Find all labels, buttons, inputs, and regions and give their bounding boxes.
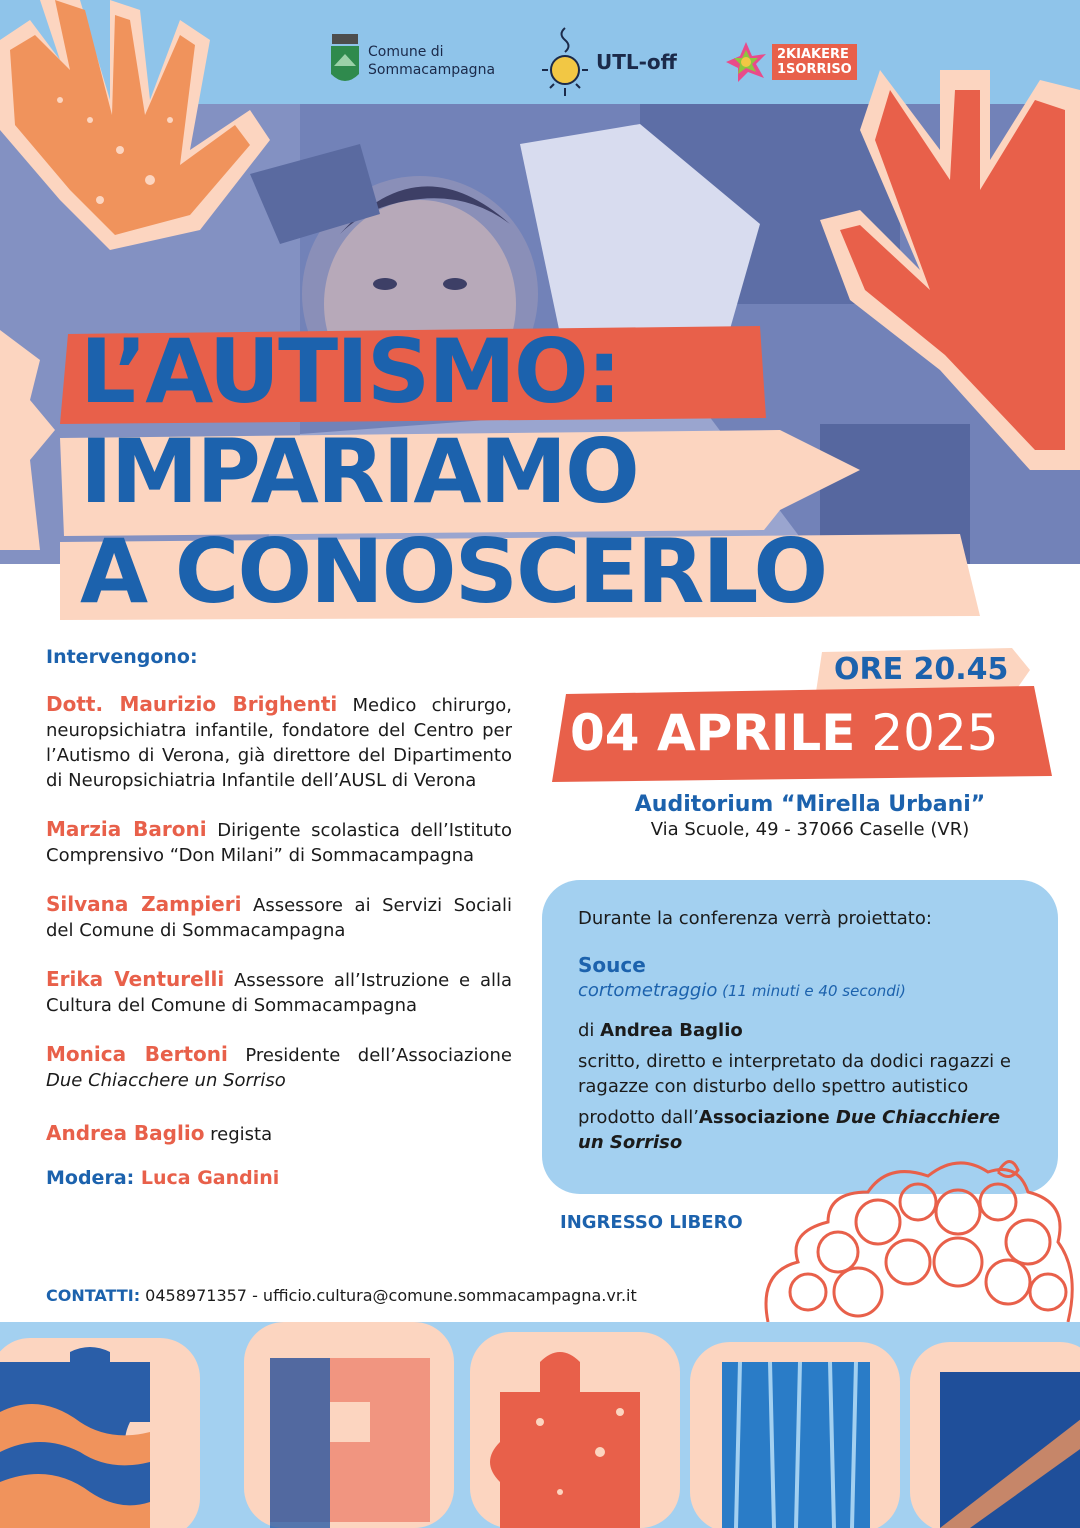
- contacts: [46, 1286, 637, 1305]
- title-line-2: IMPARIAMO: [80, 420, 638, 523]
- puzzle-piece-4-icon: [690, 1342, 900, 1528]
- lightbulb-icon: [538, 24, 592, 100]
- film-producer: [578, 1105, 1022, 1155]
- film-type: cortometraggio: [578, 980, 718, 1001]
- event-date-day-month: 04 APRILE: [570, 704, 856, 762]
- speaker-role: regista: [204, 1124, 273, 1145]
- speaker-role: Presidente dell’Associazione: [227, 1045, 512, 1066]
- speaker-role: Assessore ai Servizi Sociali del Comune di Sommacampagna: [46, 895, 513, 941]
- speaker-item: [46, 967, 512, 1018]
- moderator-name: Luca Gandini: [134, 1167, 280, 1189]
- film-producer-name: Due Chiacchiere un Sorriso: [578, 1107, 1001, 1153]
- event-title: [80, 322, 826, 622]
- speaker-item: [46, 692, 512, 793]
- moderator: [46, 1167, 512, 1189]
- free-entry-label: INGRESSO LIBERO: [560, 1212, 743, 1233]
- puzzle-piece-2-icon: [244, 1322, 454, 1528]
- film-intro: Durante la conferenza verrà proiettato:: [578, 908, 932, 929]
- kiakere-logo: [724, 40, 857, 84]
- speaker-role: Medico chirurgo, neuropsichiatra infantile, fondatore del Centro per l’Autismo di Verona, già direttore del Dipartimento di Neuropsichiatria Infantile dell’AUSL di Verona: [46, 695, 512, 791]
- speaker-role: Dirigente scolastica dell’Istituto Comprensivo “Don Milani” di Sommacampagna: [46, 820, 512, 866]
- moderator-label: Modera:: [46, 1167, 135, 1189]
- kiakere-line1: 2KIAKERE: [777, 47, 849, 62]
- contacts-label: CONTATTI:: [46, 1286, 141, 1305]
- event-time: ORE 20.45: [834, 652, 1009, 687]
- speaker-item: [46, 817, 512, 868]
- contacts-value[interactable]: 0458971357 - ufficio.cultura@comune.sommacampagna.vr.it: [140, 1286, 637, 1305]
- speaker-role-association: Due Chiacchere un Sorriso: [46, 1070, 286, 1091]
- puzzle-piece-5-icon: [910, 1342, 1080, 1528]
- speakers-heading: Intervengono:: [46, 646, 198, 668]
- comune-logo-line2: Sommacampagna: [368, 62, 496, 78]
- speaker-item: [46, 1121, 512, 1147]
- hand-orange-icon: [0, 0, 300, 260]
- puzzle-piece-1-icon: [0, 1338, 200, 1528]
- film-subtitle: [578, 978, 1022, 1004]
- puzzle-piece-icon: [0, 330, 60, 550]
- puzzle-piece-3-icon: [470, 1332, 680, 1528]
- film-description: scritto, diretto e interpretato da dodici ragazzi e ragazze con disturbo dello spettro autistico: [578, 1051, 1011, 1097]
- coral-doodle-icon: [748, 1152, 1080, 1322]
- comune-logo-line1: Comune di: [368, 44, 444, 60]
- film-box: [542, 880, 1058, 1194]
- film-author: [578, 1018, 1022, 1043]
- speaker-item: [46, 1042, 512, 1093]
- film-title: Souce: [578, 953, 646, 977]
- film-producer-prefix: prodotto dall’: [578, 1107, 699, 1128]
- speaker-name: Monica Bertoni: [46, 1042, 228, 1066]
- colorful-star-icon: [724, 40, 768, 84]
- film-duration: (11 minuti e 40 secondi): [717, 982, 906, 1000]
- speaker-name: Erika Venturelli: [46, 967, 225, 991]
- speakers-section: [46, 646, 512, 1189]
- date-badge: [552, 686, 1060, 782]
- speaker-name: Silvana Zampieri: [46, 892, 242, 916]
- event-date-year: 2025: [855, 704, 999, 762]
- venue-name: Auditorium “Mirella Urbani”: [634, 792, 986, 817]
- film-producer-assoc: Associazione: [698, 1107, 836, 1128]
- event-date: [570, 704, 999, 762]
- comune-logo: [330, 34, 495, 88]
- coat-of-arms-icon: [330, 34, 360, 88]
- utl-off-label: UTL-off: [596, 50, 677, 74]
- title-line-1: L’AUTISMO:: [80, 320, 620, 423]
- film-author-name: Andrea Baglio: [600, 1020, 743, 1041]
- speaker-name: Andrea Baglio: [46, 1121, 205, 1145]
- speaker-role: Assessore all’Istruzione e alla Cultura del Comune di Sommacampagna: [46, 970, 513, 1016]
- utl-off-logo: [538, 24, 677, 100]
- speaker-item: [46, 892, 512, 943]
- speaker-name: Marzia Baroni: [46, 817, 207, 841]
- film-author-prefix: di: [578, 1020, 601, 1041]
- kiakere-line2: 1SORRISO: [777, 62, 852, 77]
- venue: [560, 792, 1060, 840]
- venue-address: Via Scuole, 49 - 37066 Caselle (VR): [650, 819, 970, 840]
- title-line-3: A CONOSCERLO: [80, 520, 827, 623]
- footer-band: [0, 1322, 1080, 1528]
- speaker-name: Dott. Maurizio Brighenti: [46, 692, 338, 716]
